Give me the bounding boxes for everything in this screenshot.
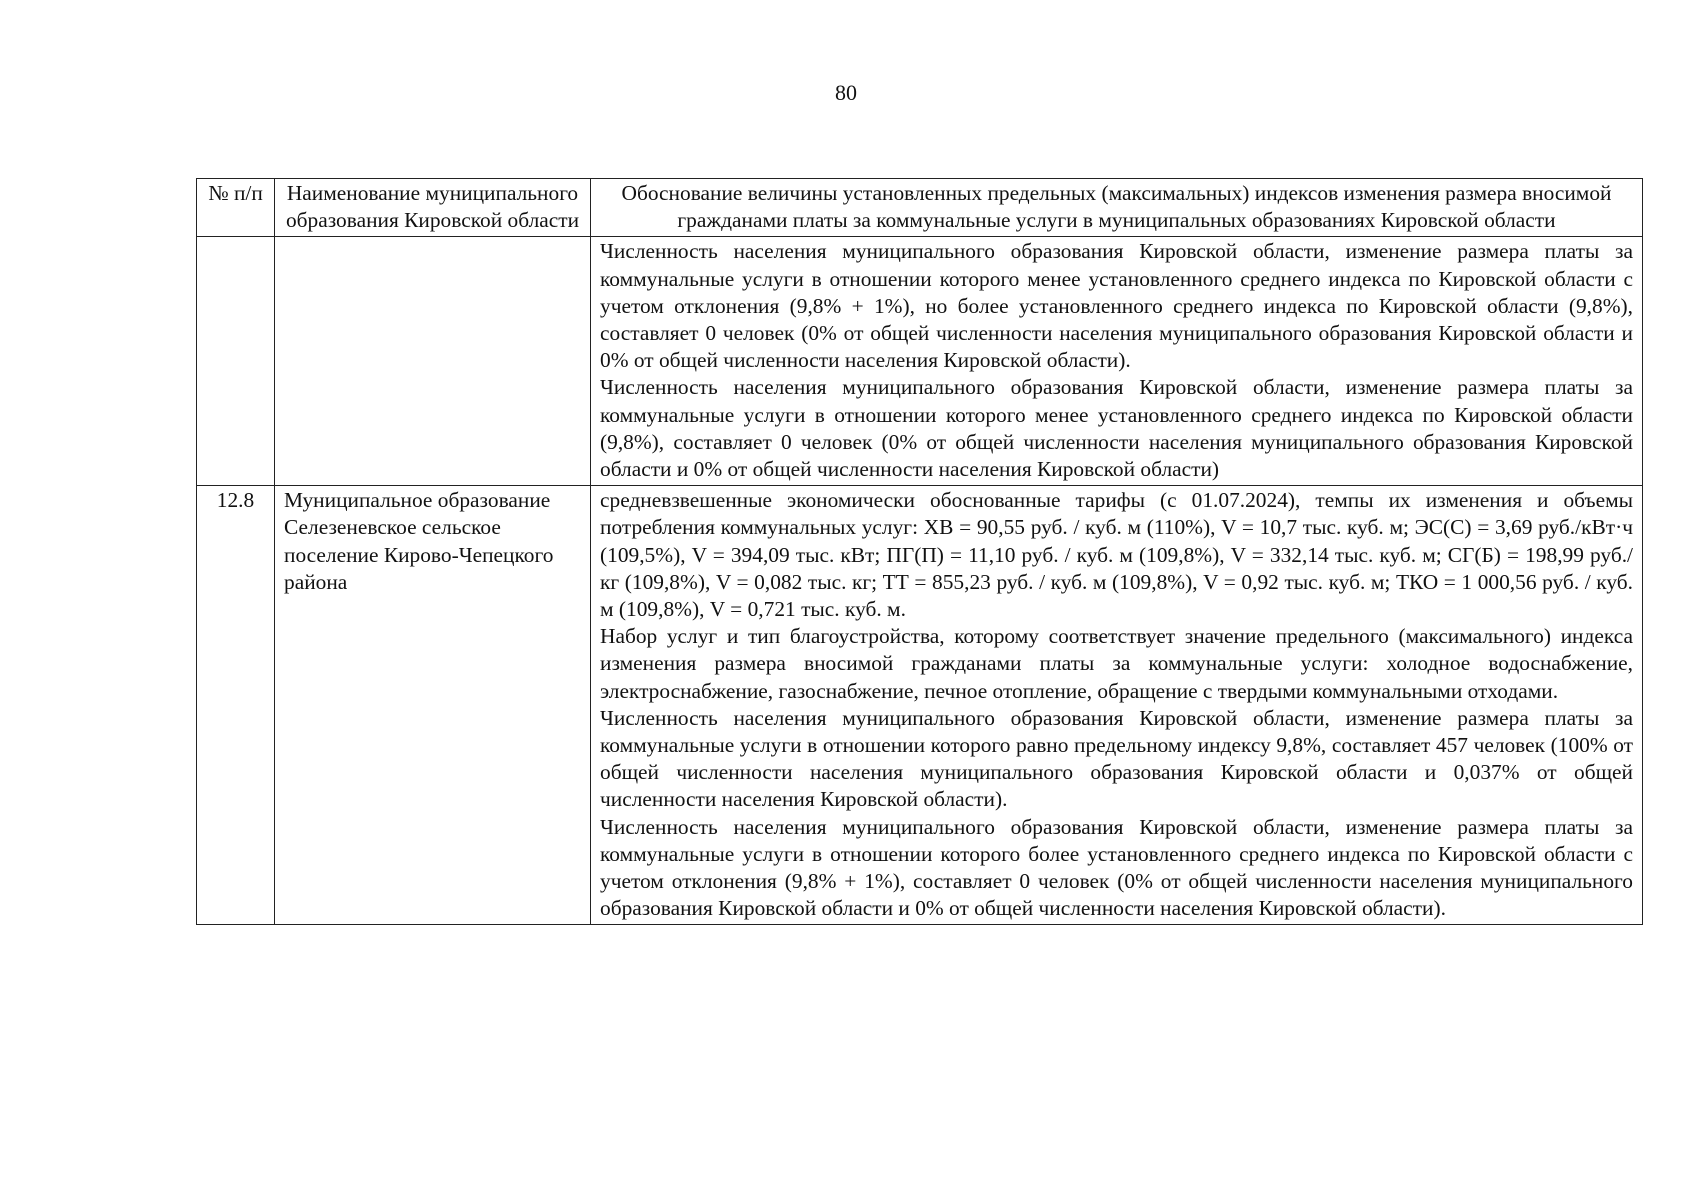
justification-cell xyxy=(591,237,1643,486)
justification-paragraph: Численность населения муниципального образования Кировской области, изменение размера платы за коммунальные услуги в отношении которого более установленного среднего индекса по Кировской области с учетом отклонения (9,8% + 1%), составляет 0 человек (0% от общей численности населения муниципального образования Кировской области и 0% от общей численности населения Кировской области). xyxy=(600,814,1633,921)
municipality-name-cell xyxy=(275,237,591,486)
tariff-index-table xyxy=(196,178,1643,925)
header-justification: Обоснование величины установленных предельных (максимальных) индексов изменения размера вносимой гражданами платы за коммунальные услуги в муниципальных образованиях Кировской области xyxy=(591,179,1643,237)
justification-cell xyxy=(591,486,1643,925)
page-number: 80 xyxy=(835,80,857,105)
table-row xyxy=(197,486,1643,925)
justification-paragraph: Численность населения муниципального образования Кировской области, изменение размера платы за коммунальные услуги в отношении которого равно предельному индексу 9,8%, составляет 457 человек (100% от общей численности населения муниципального образования Кировской области и 0,037% от общей численности населения Кировской области). xyxy=(600,705,1633,812)
header-municipality-name: Наименование муниципального образования Кировской области xyxy=(275,179,591,237)
justification-paragraph: средневзвешенные экономически обоснованные тарифы (с 01.07.2024), темпы их изменения и объемы потребления коммунальных услуг: ХВ = 90,55 руб. / куб. м (110%), V = 10,7 тыс. куб. м; ЭС(С) = 3,69 руб./кВт·ч (109,5%), V = 394,09 тыс. кВт; ПГ(П) = 11,10 руб. / куб. м (109,8%), V = 332,14 тыс. куб. м; СГ(Б) = 198,99 руб./кг (109,8%), V = 0,082 тыс. кг; ТТ = 855,23 руб. / куб. м (109,8%), V = 0,92 тыс. куб. м; ТКО = 1 000,56 руб. / куб. м (109,8%), V = 0,721 тыс. куб. м. xyxy=(600,488,1633,622)
table-row xyxy=(197,237,1643,486)
justification-paragraph: Численность населения муниципального образования Кировской области, изменение размера платы за коммунальные услуги в отношении которого менее установленного среднего индекса по Кировской области (9,8%), составляет 0 человек (0% от общей численности населения муниципального образования Кировской области и 0% от общей численности населения Кировской области) xyxy=(600,375,1633,482)
row-number-cell: 12.8 xyxy=(197,486,275,925)
justification-paragraph: Численность населения муниципального образования Кировской области, изменение размера платы за коммунальные услуги в отношении которого менее установленного среднего индекса по Кировской области с учетом отклонения (9,8% + 1%), но более установленного среднего индекса по Кировской области (9,8%), составляет 0 человек (0% от общей численности населения муниципального образования Кировской области и 0% от общей численности населения Кировской области). xyxy=(600,239,1633,373)
municipality-name-cell: Муниципальное образование Селезеневское сельское поселение Кирово-Чепецкого района xyxy=(275,486,591,925)
row-number-cell xyxy=(197,237,275,486)
header-number: № п/п xyxy=(197,179,275,237)
justification-paragraph: Набор услуг и тип благоустройства, которому соответствует значение предельного (максимального) индекса изменения размера вносимой гражданами платы за коммунальные услуги: холодное водоснабжение, электроснабжение, газоснабжение, печное отопление, обращение с твердыми коммунальными отходами. xyxy=(600,624,1633,703)
table-header-row xyxy=(197,179,1643,237)
